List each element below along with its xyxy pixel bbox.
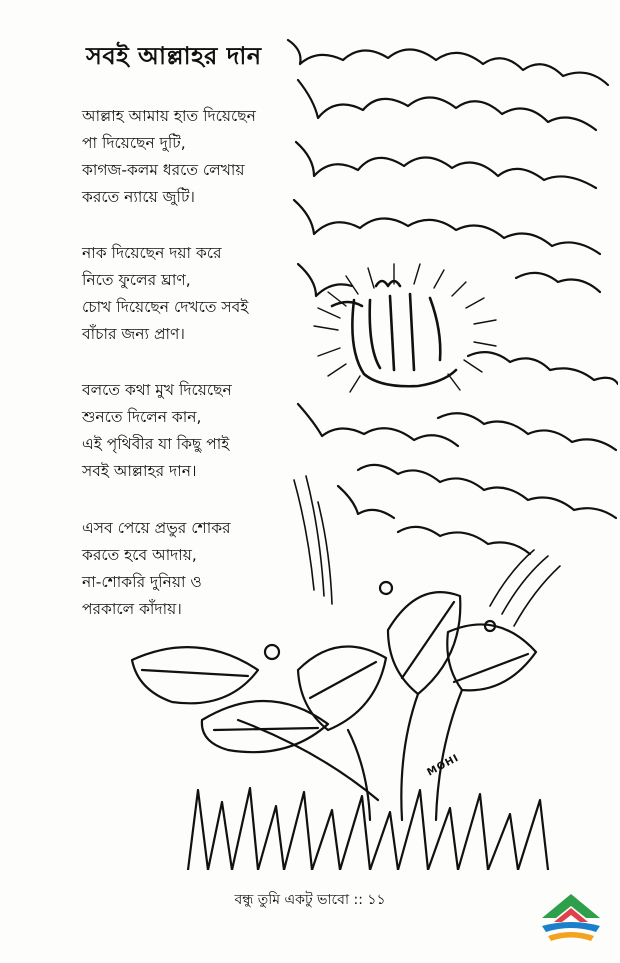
poem-line: শুনতে দিলেন কান,	[82, 408, 202, 426]
bubble	[380, 582, 392, 594]
poem-line: করতে ন্যায়ে জুটি।	[82, 188, 195, 206]
poem-line: চোখ দিয়েছেন দেখতে সবই	[82, 298, 249, 316]
bubble	[265, 645, 279, 659]
radiant-glow	[314, 264, 496, 392]
wind-strokes	[294, 476, 560, 626]
poem-line: নাক দিয়েছেন দয়া করে	[82, 244, 222, 262]
publisher-logo-icon	[536, 890, 606, 950]
poem-line: সবই আল্লাহর দান।	[82, 462, 197, 480]
poem-line: পরকালে কাঁদায়।	[82, 600, 182, 618]
poem-line: এই পৃথিবীর যা কিছু পাই	[82, 435, 230, 453]
poem-line: পা দিয়েছেন দুটি,	[82, 134, 186, 152]
poem-line: বাঁচার জন্য প্রাণ।	[82, 325, 185, 343]
poem-line: কাগজ-কলম ধরতে লেখায়	[82, 161, 245, 179]
stems	[238, 690, 462, 820]
artist-signature: MOHI	[425, 752, 462, 779]
poem-line: বলতে কথা মুখ দিয়েছেন	[82, 381, 232, 399]
poem-line: করতে হবে আদায়,	[82, 546, 197, 564]
clouds	[288, 40, 618, 554]
coloring-illustration	[118, 30, 618, 870]
leaves	[132, 592, 536, 752]
poem-line: আল্লাহ আমায় হাত দিয়েছেন	[82, 107, 256, 125]
poem-line: এসব পেয়ে প্রভুর শোকর	[82, 519, 231, 537]
poem-title: সবই আল্লাহর দান	[86, 42, 262, 70]
page-footer: বন্ধু তুমি একটু ভাবো :: ১১	[234, 892, 386, 908]
allah-calligraphy	[332, 281, 456, 386]
poem-line: না-শোকরি দুনিয়া ও	[82, 573, 202, 591]
poem-line: নিতে ফুলের ঘ্রাণ,	[82, 271, 191, 289]
